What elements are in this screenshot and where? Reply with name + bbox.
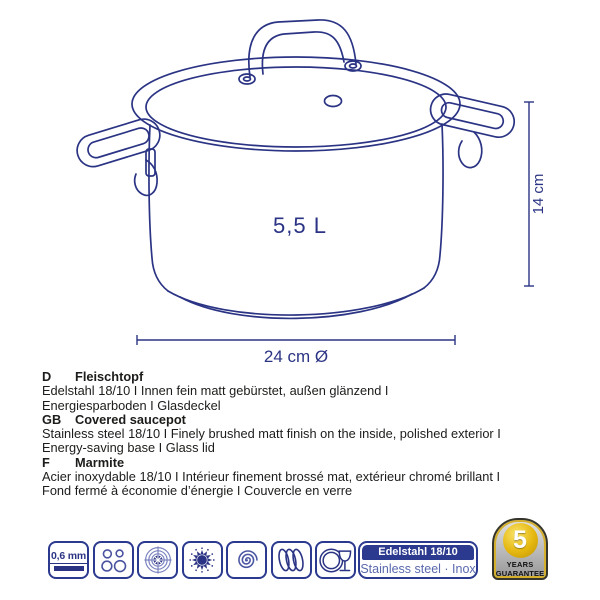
induction-icon — [271, 541, 312, 579]
lang-code-fr: F — [42, 454, 50, 470]
lang-code-gb: GB — [42, 411, 62, 427]
description-fr-line1: Acier inoxydable 18/10 I Intérieur finement brossé mat, extérieur chromé brillant I — [42, 469, 501, 485]
electric-coil-icon — [226, 541, 267, 579]
hob-compatibility-row — [48, 541, 356, 579]
solid-hotplate-icon — [93, 541, 134, 579]
thickness-label: 0,6 mm — [51, 549, 86, 562]
glass-lid — [132, 57, 460, 151]
diameter-label: 24 cm Ø — [263, 347, 329, 366]
right-handle — [427, 91, 517, 168]
dimension-lines — [137, 102, 534, 345]
diameter-dimension-line — [137, 335, 455, 345]
description-block — [42, 370, 572, 499]
material-thickness-icon — [48, 541, 89, 579]
description-gb-title — [42, 413, 572, 427]
product-title-gb: Covered saucepot — [75, 411, 186, 427]
guarantee-years-circle — [503, 523, 538, 558]
radiant-ceramic-icon — [137, 541, 178, 579]
height-label: 14 cm — [530, 173, 547, 215]
description-gb-line2: Energy-saving base I Glass lid — [42, 440, 215, 456]
material-badge-primary: Edelstahl 18/10 — [362, 545, 474, 560]
guarantee-unit: YEARS — [506, 560, 534, 569]
description-fr-title — [42, 456, 572, 470]
description-fr-line2: Fond fermé à économie d’énergie I Couvercle en verre — [42, 483, 353, 499]
gas-hob-icon — [182, 541, 223, 579]
description-de-line1: Edelstahl 18/10 I Innen fein matt gebürstet, außen glänzend I — [42, 383, 389, 399]
product-title-de: Fleischtopf — [75, 369, 144, 384]
steam-vent-hole — [325, 96, 342, 107]
product-title-fr: Marmite — [75, 454, 125, 470]
description-de-title — [42, 370, 572, 384]
capacity-label: 5,5 L — [273, 213, 327, 238]
thickness-bar — [54, 566, 84, 571]
material-badge-secondary: Stainless steel · Inox — [360, 561, 476, 576]
dishwasher-safe-icon — [315, 541, 356, 579]
material-badge — [358, 541, 478, 579]
guarantee-value: 5 — [513, 526, 527, 554]
guarantee-badge — [492, 518, 548, 580]
guarantee-label: GUARANTEE — [495, 569, 545, 578]
description-gb-line1: Stainless steel 18/10 I Finely brushed matt finish on the inside, polished exterior I — [42, 426, 501, 442]
lang-code-de: D — [42, 369, 52, 384]
lid-handle — [239, 20, 361, 84]
description-de-line2: Energiesparboden I Glasdeckel — [42, 397, 221, 413]
